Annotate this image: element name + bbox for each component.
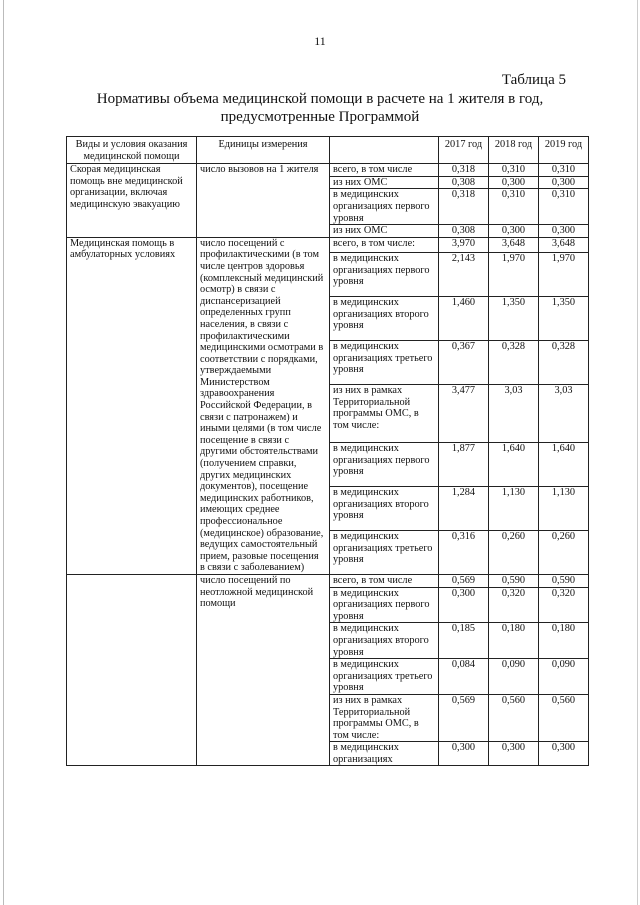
cell-2018: 0,300 [489,742,539,766]
header-row [67,137,589,164]
header-unit: Единицы измерения [197,137,330,164]
cell-2017: 0,308 [439,225,489,238]
cell-2017: 0,084 [439,659,489,695]
cell-2018: 0,180 [489,623,539,659]
header-2017: 2017 год [439,137,489,164]
cell-subtype: в медицинских организациях третьего уровня [330,341,439,385]
cell-subtype: в медицинских организациях первого уровня [330,443,439,487]
header-subtype [330,137,439,164]
cell-2017: 0,318 [439,189,489,225]
cell-2017: 0,569 [439,574,489,587]
cell-subtype: в медицинских организациях первого уровня [330,189,439,225]
cell-subtype: в медицинских организациях второго уровня [330,623,439,659]
cell-2019: 0,300 [539,225,589,238]
cell-2019: 0,180 [539,623,589,659]
cell-subtype: из них в рамках Территориальной программы ОМС, в том числе: [330,384,439,442]
cell-2017: 0,300 [439,587,489,623]
cell-subtype: в медицинских организациях [330,742,439,766]
title-line-2: предусмотренные Программой [220,109,420,125]
cell-2018: 0,328 [489,341,539,385]
cell-subtype: всего, в том числе [330,574,439,587]
cell-2019: 1,640 [539,443,589,487]
cell-2017: 0,318 [439,164,489,177]
cell-2018: 0,320 [489,587,539,623]
header-2018: 2018 год [489,137,539,164]
cell-subtype: из них ОМС [330,176,439,189]
cell-2018: 0,090 [489,659,539,695]
cell-2019: 0,300 [539,176,589,189]
cell-2018: 3,03 [489,384,539,442]
cell-subtype: всего, в том числе [330,164,439,177]
cell-2018: 1,350 [489,297,539,341]
table-title [0,90,640,126]
cell-2018: 0,590 [489,574,539,587]
norms-table [66,136,589,766]
cell-subtype: из них в рамках Территориальной программы ОМС, в том числе: [330,694,439,741]
cell-2017: 3,970 [439,237,489,252]
cell-2019: 0,310 [539,164,589,177]
cell-2019: 3,03 [539,384,589,442]
cell-unit: число вызовов на 1 жителя [197,164,330,238]
cell-subtype: в медицинских организациях третьего уровня [330,659,439,695]
cell-subtype: в медицинских организациях первого уровня [330,587,439,623]
cell-2018: 0,310 [489,189,539,225]
cell-2019: 0,590 [539,574,589,587]
cell-2018: 0,560 [489,694,539,741]
cell-2019: 0,310 [539,189,589,225]
cell-unit: число посещений с профилактическими (в том числе центров здоровья (комплексный медицинский осмотр) в связи с диспансеризацией определенных групп населения, в связи с профилактическими медицинскими осмотрами в соответствии с порядками, утверждаемыми Министерством здравоохранения Российской Федерации, в связи с патронажем) и иными целями (в том числе посещение в связи с другими обстоятельствами (получением справки, других медицинских документов), посещение медицинских работников, имеющих среднее профессиональное (медицинское) образование, ведущих самостоятельный прием, разовые посещения в связи с заболеванием) [197,237,330,574]
cell-2019: 1,970 [539,253,589,297]
table-row [67,237,589,252]
cell-2018: 1,130 [489,487,539,531]
cell-2019: 0,260 [539,530,589,574]
cell-2017: 3,477 [439,384,489,442]
cell-unit: число посещений по неотложной медицинской помощи [197,574,330,766]
cell-2018: 3,648 [489,237,539,252]
page-number: 11 [314,34,326,48]
cell-type: Скорая медицинская помощь вне медицинской организации, включая медицинскую эвакуацию [67,164,197,238]
cell-subtype: в медицинских организациях третьего уровня [330,530,439,574]
cell-2018: 1,970 [489,253,539,297]
cell-2019: 1,130 [539,487,589,531]
table-body [67,164,589,766]
cell-subtype: в медицинских организациях второго уровня [330,487,439,531]
cell-2017: 0,367 [439,341,489,385]
cell-subtype: из них ОМС [330,225,439,238]
cell-2019: 0,328 [539,341,589,385]
cell-2017: 0,308 [439,176,489,189]
scan-edge-right [637,0,638,905]
cell-2018: 0,300 [489,176,539,189]
cell-2017: 1,284 [439,487,489,531]
title-line-1: Нормативы объема медицинской помощи в расчете на 1 жителя в год, [96,91,544,107]
cell-2018: 0,300 [489,225,539,238]
cell-2018: 1,640 [489,443,539,487]
cell-subtype: в медицинских организациях первого уровня [330,253,439,297]
header-2019: 2019 год [539,137,589,164]
cell-2017: 0,185 [439,623,489,659]
cell-2017: 1,877 [439,443,489,487]
cell-2018: 0,310 [489,164,539,177]
table-row [67,574,589,587]
cell-2018: 0,260 [489,530,539,574]
cell-2019: 0,090 [539,659,589,695]
cell-subtype: в медицинских организациях второго уровня [330,297,439,341]
table-row [67,164,589,177]
cell-2017: 0,300 [439,742,489,766]
cell-2017: 1,460 [439,297,489,341]
table-label: Таблица 5 [501,72,566,88]
cell-type: Медицинская помощь в амбулаторных условиях [67,237,197,574]
cell-2019: 0,320 [539,587,589,623]
cell-2019: 0,300 [539,742,589,766]
scan-edge-left [3,0,4,905]
cell-2019: 3,648 [539,237,589,252]
cell-2017: 0,316 [439,530,489,574]
cell-subtype: всего, в том числе: [330,237,439,252]
header-type: Виды и условия оказания медицинской помощи [67,137,197,164]
cell-2019: 0,560 [539,694,589,741]
cell-type [67,574,197,766]
cell-2019: 1,350 [539,297,589,341]
cell-2017: 2,143 [439,253,489,297]
cell-2017: 0,569 [439,694,489,741]
